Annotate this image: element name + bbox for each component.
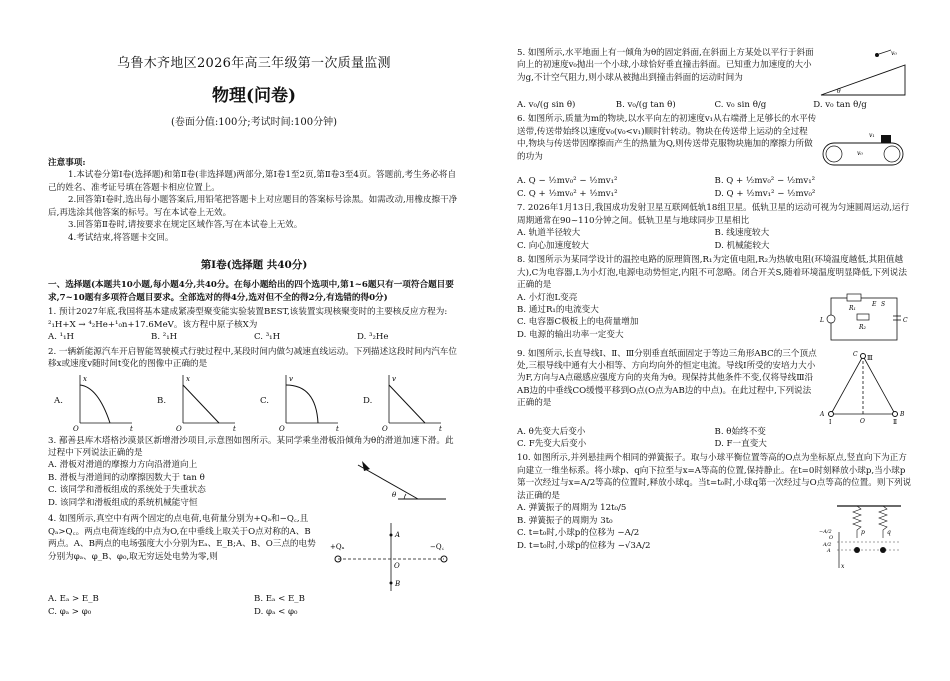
q9-label-o: O [860,417,865,425]
q6-conveyor-figure [817,129,909,175]
q3-option-a[interactable]: A. 滑板对滑道的摩擦力方向沿滑道向上 [48,460,198,471]
q8-option-d[interactable]: D. 电源的输出功率一定变大 [517,329,624,340]
question-2 [48,346,460,433]
q10-label-p: p [861,529,865,537]
question-8 [517,254,912,345]
question-3 [48,435,460,512]
q1-option-d[interactable]: D. ³₂He [357,332,389,343]
question-4 [48,513,460,618]
q10-option-a[interactable]: A. 弹簧振子的周期为 12t₀/5 [517,503,627,514]
q9-triangle-figure [817,348,909,426]
q6-options [517,175,912,200]
q7-option-a[interactable]: A. 轨道半径较大 [517,228,581,239]
q5-label-theta: θ [837,88,841,95]
note-item-2: 2.回答第Ⅰ卷时,选出每小题答案后,用铅笔把答题卡上对应题目的答案标号涂黑。如需改动,用橡皮擦干净后,再选涂其他答案的标号。写在本试卷上无效。 [48,195,458,218]
q2-c-yaxis-label: v [289,374,293,383]
q6-label-v0: v₀ [857,150,863,158]
question-6 [517,113,912,200]
q7-option-d[interactable]: D. 机械能较大 [714,240,770,251]
q5-stem: 5. 如图所示,水平地面上有一倾角为θ的固定斜面,在斜面上方某处以平行于斜面向上的初速度v₀抛出一个小球,小球恰好垂直撞击斜面。已知重力加速度的大小为g,不计空气阻力,则小球从被抛出到撞击斜面的运动时间为 [517,48,814,83]
q10-label-a-half: A/2 [823,542,832,549]
q2-graph-a[interactable] [48,371,151,433]
q2-c-xaxis-label: t [336,424,339,431]
q9-stem: 9. 如图所示,长直导线Ⅰ、Ⅱ、Ⅲ分别垂直纸面固定于等边三角形ABC的三个顶点处,三根导线中通有大小相等、方向均向外的恒定电流。导线Ⅰ所受的安培力大小为F,方向与A点磁感应强度方向的夹角为θ。现保持其他条件不变,仅将导线Ⅲ沿AB边的中垂线CO缓慢平移到O点(O点为AB边的中点)。在此过程中,下列说法正确的是 [517,348,817,409]
q2-b-origin: O [176,424,182,431]
q5-option-b[interactable]: B. v₀/(g tan θ) [615,100,676,110]
section-intro: 一、选择题(本题共10小题,每小题4分,共40分。在每小题给出的四个选项中,第1~6题只有一项符合题目要求,7~10题有多项符合题目要求。全部选对的得4分,选对但不全的得2分,有选错的得0分) [48,280,454,303]
q10-option-d[interactable]: D. t=t₀时,小球p的位移为 −√3A/2 [517,540,651,551]
q8-option-b[interactable]: B. 通过R₁的电流变大 [517,304,599,315]
note-item-4: 4.考试结束,将答题卡交回。 [68,232,174,243]
q2-graph-d-label: D. [363,395,373,406]
q2-d-xaxis-label: t [439,424,442,431]
q5-option-c[interactable]: C. v₀ sin θ/g [714,100,767,110]
q10-spring-figure [817,502,909,572]
q4-label-minus-q: −Q꜀ [430,543,445,552]
q5-label-v0: v₀ [891,50,897,57]
q2-graph-a-label: A. [54,395,63,406]
question-9 [517,348,912,451]
q4-option-a[interactable]: A. Eₐ > E_B [48,594,99,605]
q4-stem: 4. 如图所示,真空中有两个固定的点电荷,电荷量分别为+Qₐ和−Q꜀,且Qₐ>Q꜀。两点电荷连线的中点为O,在中垂线上取关于O点对称的A、B两点。A、B两点的电场强度大小分别为Eₐ、E_B;A、B、O三点的电势分别为φₐ、φ_B、φ₀,取无穷远处电势为零,则 [48,514,316,562]
q10-label-o: O [829,535,834,542]
q8-circuit-figure [817,292,909,346]
q2-graph-c-label: C. [260,395,270,406]
q4-charge-figure [320,513,460,593]
q2-graph-d-plot [379,371,449,431]
q1-options [48,331,460,343]
q2-graph-b-label: B. [157,395,167,406]
exam-meta: (卷面分值:100分;考试时间:100分钟) [170,117,338,129]
q2-a-xaxis-label: t [130,424,133,431]
q6-option-c[interactable]: C. Q + ½mv₀² + ½mv₁² [517,188,618,199]
q9-options [517,426,912,451]
q4-label-plus-q: +Qₐ [330,543,345,552]
q8-label-s: S [881,300,886,308]
q7-option-b[interactable]: B. 线速度较大 [714,228,770,239]
q2-a-yaxis-label: x [83,374,87,383]
q1-option-a[interactable]: A. ¹₁H [48,332,75,343]
q7-option-c[interactable]: C. 向心加速度较大 [517,240,589,251]
q8-label-r2: R₂ [859,323,866,331]
q4-label-a: A [395,531,401,540]
q3-option-c[interactable]: C. 该同学和滑板组成的系统处于失重状态 [48,485,206,496]
q2-d-origin: O [382,424,388,431]
q10-option-c[interactable]: C. t=t₀时,小球p的位移为 −A/2 [517,528,640,539]
q8-label-c: C [903,316,908,324]
q3-body [48,459,460,511]
q4-option-d[interactable]: D. φₐ < φ₀ [254,606,298,617]
q7-stem: 7. 2026年1月13日,我国成功发射卫星互联网低轨18组卫星。低轨卫星的运动可视为匀速圆周运动,运行周期通常在90~110分钟之间。低轨卫星与地球同步卫星相比 [517,203,910,226]
question-5 [517,47,912,111]
q2-graphs [48,371,460,433]
q8-option-c[interactable]: C. 电容器C极板上的电荷量增加 [517,317,639,328]
q5-option-a[interactable]: A. v₀/(g sin θ) [517,100,576,110]
q2-b-yaxis-label: x [186,374,190,383]
q2-graph-d[interactable] [357,371,460,433]
question-1 [48,306,460,343]
q10-option-b[interactable]: B. 弹簧振子的周期为 3t₀ [517,515,613,526]
q3-slide-figure [348,459,448,511]
q1-option-c[interactable]: C. ³₁H [254,332,281,343]
q10-label-x: x [841,563,845,571]
q10-stem: 10. 如图所示,并列悬挂两个相同的弹簧振子。取与小球平衡位置等高的O点为坐标原点,竖直向下为正方向建立一维坐标系。将小球p、q向下拉至与x=A等高的位置,保持静止。在t=0时刻释放小球p,当小球p第一次经过与x=A/2等高的位置时,释放小球q。当t=t₀时,小球q第一次经过与O点等高的位置。则下列说法正确的是 [517,453,912,501]
q2-graph-b[interactable] [151,371,254,433]
q9-label-iii: Ⅲ [867,354,873,362]
q4-label-b: B [395,580,401,589]
q5-options [517,99,912,111]
q3-option-b[interactable]: B. 滑板与滑道间的动摩擦因数大于 tan θ [48,472,205,483]
q2-d-yaxis-label: v [392,374,396,383]
q2-stem: 2. 一辆新能源汽车开启智能驾驶模式行驶过程中,某段时间内做匀减速直线运动。下列描述这段时间内汽车位移x或速度v随时间t变化的图像中正确的是 [48,346,457,370]
q10-label-a: A [827,548,831,555]
q6-stem: 6. 如图所示,质量为m的物块,以水平向左的初速度v₁从右端滑上足够长的水平传送带,传送带始终以速度v₀(v₀<v₁)顺时针转动。物块在传送带上运动的全过程中,物块与传送带因摩擦而产生的热量为Q,则传送带克服物块施加的摩擦力所做的功为 [517,114,817,162]
q4-options [48,593,460,618]
q1-option-b[interactable]: B. ²₁H [151,332,178,343]
q2-c-origin: O [279,424,285,431]
q2-graph-b-plot [173,371,243,431]
q9-label-ii: Ⅱ [893,418,898,426]
q1-stem: 1. 预计2027年底,我国将基本建成紧凑型聚变能实验装置BEST,该装置实现核聚变时的主要核反应方程为: ²₁H+X → ⁴₂He+¹₀n+17.6MeV。该方程中原子核X为 [48,307,448,330]
exam-title: 乌鲁木齐地区2026年高三年级第一次质量监测 [117,56,391,71]
q10-label-q: q [887,529,891,537]
q3-option-d[interactable]: D. 该同学和滑板组成的系统机械能守恒 [48,497,198,508]
q9-option-a[interactable]: A. θ先变大后变小 [517,426,586,437]
section-title: 第Ⅰ卷(选择题 共40分) [200,259,308,272]
note-item-3: 3.回答第Ⅱ卷时,请按要求在规定区域作答,写在本试卷上无效。 [68,220,303,231]
q3-stem: 3. 鄯善县库木塔格沙漠景区新增滑沙项目,示意图如图所示。某同学乘坐滑板沿倾角为θ的滑道加速下滑。此过程中下列说法正确的是 [48,435,454,458]
q6-label-v1: v₁ [869,132,875,140]
q9-label-b: B [900,410,905,418]
q9-option-b[interactable]: B. θ始终不变 [714,426,766,437]
right-column [517,45,912,572]
q4-option-b[interactable]: B. Eₐ < E_B [254,594,305,605]
left-column [48,0,460,618]
question-7 [517,202,912,252]
q10-label-neg-a-half: −A/2 [819,529,832,536]
q3-angle-label: θ [392,491,397,500]
subject-title: 物理(问卷) [211,85,297,106]
q9-option-d[interactable]: D. F一直变大 [714,438,767,449]
notes-heading: 注意事项: [48,157,86,168]
q4-option-c[interactable]: C. φₐ > φ₀ [48,606,92,617]
q6-option-a[interactable]: A. Q − ½mv₀² − ½mv₁² [517,176,618,187]
q9-label-i: Ⅰ [829,418,832,426]
q2-graph-c[interactable] [254,371,357,433]
q4-label-o: O [394,562,400,571]
q8-label-r1: R₁ [849,304,856,312]
q6-option-d[interactable]: D. Q + ½mv₁² − ½mv₀² [714,188,816,199]
q8-stem: 8. 如图所示为某同学设计的温控电路的原理简图,R₁为定值电阻,R₂为热敏电阻(环境温度越低,其阻值越大),C为电容器,L为小灯泡,电源电动势恒定,内阻不可忽略。闭合开关S,随着环境温度明显降低,下列说法正确的是 [517,255,907,291]
question-10 [517,452,912,572]
q9-label-a: A [820,410,825,418]
q2-graph-a-plot [70,371,140,431]
q8-option-a[interactable]: A. 小灯泡L变亮 [517,292,578,303]
q2-graph-c-plot [276,371,346,431]
q2-b-xaxis-label: t [233,424,236,431]
q8-label-e: E [872,300,877,308]
q5-incline-figure [817,47,909,99]
q7-options [517,227,912,252]
q5-option-d[interactable]: D. v₀ tan θ/g [813,100,867,110]
q9-label-c: C [853,350,858,358]
note-item-1: 1.本试卷分第Ⅰ卷(选择题)和第Ⅱ卷(非选择题)两部分,第Ⅰ卷1至2页,第Ⅱ卷3至4页。答题前,考生务必将自己的姓名、准考证号填在答题卡相应位置上。 [48,170,457,193]
q9-option-c[interactable]: C. F先变大后变小 [517,438,587,449]
q6-option-b[interactable]: B. Q + ½mv₀² − ½mv₁² [714,176,816,187]
q2-a-origin: O [73,424,79,431]
q8-label-l: L [820,316,824,324]
